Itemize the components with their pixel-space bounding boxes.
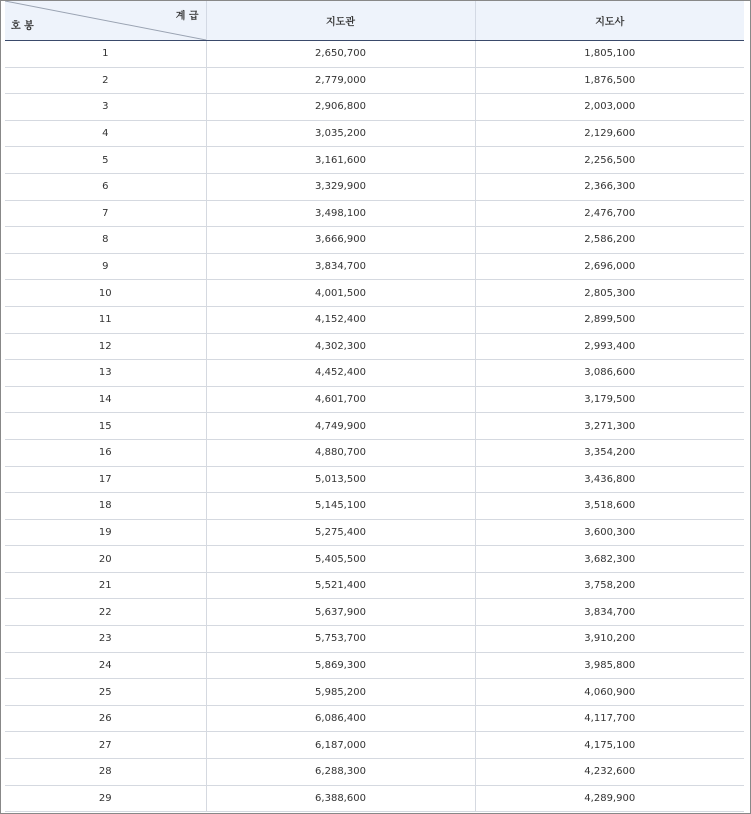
- jidogwan-salary-cell: 3,498,100: [206, 200, 475, 227]
- jidogwan-salary-cell: 4,749,900: [206, 413, 475, 440]
- jidogwan-salary-cell: 3,161,600: [206, 147, 475, 174]
- jidogwan-salary-cell: 4,001,500: [206, 280, 475, 307]
- jidosa-salary-cell: 2,899,500: [475, 306, 744, 333]
- step-cell: 16: [5, 439, 206, 466]
- table-row: [5, 41, 744, 68]
- table-row: [5, 200, 744, 227]
- table-row: [5, 652, 744, 679]
- step-cell: 1: [5, 41, 206, 68]
- diagonal-header-cell: [5, 1, 206, 41]
- jidosa-salary-cell: 2,129,600: [475, 120, 744, 147]
- jidogwan-salary-cell: 6,086,400: [206, 705, 475, 732]
- table-row: [5, 466, 744, 493]
- column-header-jidogwan: 지도관: [206, 1, 475, 41]
- jidogwan-salary-cell: 5,521,400: [206, 572, 475, 599]
- table-row: [5, 173, 744, 200]
- table-row: [5, 439, 744, 466]
- jidogwan-salary-cell: 4,152,400: [206, 306, 475, 333]
- jidogwan-salary-cell: 5,637,900: [206, 599, 475, 626]
- table-row: [5, 519, 744, 546]
- column-header-jidosa: 지도사: [475, 1, 744, 41]
- jidogwan-salary-cell: 5,869,300: [206, 652, 475, 679]
- step-cell: 6: [5, 173, 206, 200]
- table-header: [5, 1, 744, 41]
- jidosa-salary-cell: 3,834,700: [475, 599, 744, 626]
- jidosa-salary-cell: 2,586,200: [475, 227, 744, 254]
- step-cell: 24: [5, 652, 206, 679]
- step-cell: 12: [5, 333, 206, 360]
- jidosa-salary-cell: 4,232,600: [475, 759, 744, 786]
- jidosa-salary-cell: 1,876,500: [475, 67, 744, 94]
- jidogwan-salary-cell: 4,302,300: [206, 333, 475, 360]
- step-cell: 13: [5, 360, 206, 387]
- jidogwan-salary-cell: 4,880,700: [206, 439, 475, 466]
- jidogwan-salary-cell: 3,666,900: [206, 227, 475, 254]
- rank-label: 계 급: [175, 11, 199, 22]
- table-row: [5, 306, 744, 333]
- table-row: [5, 147, 744, 174]
- table-row: [5, 120, 744, 147]
- jidosa-salary-cell: 2,696,000: [475, 253, 744, 280]
- table-row: [5, 94, 744, 121]
- jidosa-salary-cell: 2,993,400: [475, 333, 744, 360]
- jidosa-salary-cell: 4,289,900: [475, 785, 744, 812]
- jidosa-salary-cell: 2,805,300: [475, 280, 744, 307]
- jidosa-salary-cell: 4,175,100: [475, 732, 744, 759]
- table-body: [5, 41, 744, 812]
- jidogwan-salary-cell: 6,288,300: [206, 759, 475, 786]
- step-cell: 11: [5, 306, 206, 333]
- table-row: [5, 705, 744, 732]
- step-cell: 28: [5, 759, 206, 786]
- diagonal-header-box: [5, 1, 206, 40]
- jidosa-salary-cell: 3,179,500: [475, 386, 744, 413]
- jidogwan-salary-cell: 3,329,900: [206, 173, 475, 200]
- table-row: [5, 253, 744, 280]
- jidogwan-salary-cell: 3,035,200: [206, 120, 475, 147]
- step-label: 호 봉: [11, 21, 34, 32]
- table-row: [5, 546, 744, 573]
- step-cell: 10: [5, 280, 206, 307]
- step-cell: 9: [5, 253, 206, 280]
- jidosa-salary-cell: 2,476,700: [475, 200, 744, 227]
- jidosa-salary-cell: 3,436,800: [475, 466, 744, 493]
- salary-step-table: [5, 1, 744, 812]
- table-row: [5, 599, 744, 626]
- jidosa-salary-cell: 2,366,300: [475, 173, 744, 200]
- step-cell: 4: [5, 120, 206, 147]
- table-row: [5, 679, 744, 706]
- table-row: [5, 360, 744, 387]
- step-cell: 18: [5, 493, 206, 520]
- jidogwan-salary-cell: 2,779,000: [206, 67, 475, 94]
- jidogwan-salary-cell: 3,834,700: [206, 253, 475, 280]
- table-row: [5, 626, 744, 653]
- step-cell: 27: [5, 732, 206, 759]
- table-row: [5, 413, 744, 440]
- jidogwan-salary-cell: 6,187,000: [206, 732, 475, 759]
- step-cell: 29: [5, 785, 206, 812]
- jidogwan-salary-cell: 2,906,800: [206, 94, 475, 121]
- step-cell: 14: [5, 386, 206, 413]
- jidosa-salary-cell: 3,086,600: [475, 360, 744, 387]
- table-row: [5, 386, 744, 413]
- jidosa-salary-cell: 3,985,800: [475, 652, 744, 679]
- step-cell: 21: [5, 572, 206, 599]
- jidosa-salary-cell: 3,600,300: [475, 519, 744, 546]
- jidogwan-salary-cell: 5,145,100: [206, 493, 475, 520]
- jidosa-salary-cell: 4,060,900: [475, 679, 744, 706]
- table-row: [5, 493, 744, 520]
- step-cell: 22: [5, 599, 206, 626]
- table-row: [5, 333, 744, 360]
- jidosa-salary-cell: 3,910,200: [475, 626, 744, 653]
- jidosa-salary-cell: 2,256,500: [475, 147, 744, 174]
- table-row: [5, 759, 744, 786]
- step-cell: 17: [5, 466, 206, 493]
- jidosa-salary-cell: 3,354,200: [475, 439, 744, 466]
- jidosa-salary-cell: 3,271,300: [475, 413, 744, 440]
- step-cell: 15: [5, 413, 206, 440]
- jidosa-salary-cell: 2,003,000: [475, 94, 744, 121]
- step-cell: 23: [5, 626, 206, 653]
- step-cell: 20: [5, 546, 206, 573]
- table-row: [5, 785, 744, 812]
- step-cell: 2: [5, 67, 206, 94]
- table-row: [5, 732, 744, 759]
- jidosa-salary-cell: 3,682,300: [475, 546, 744, 573]
- jidosa-salary-cell: 1,805,100: [475, 41, 744, 68]
- table-row: [5, 572, 744, 599]
- jidogwan-salary-cell: 5,985,200: [206, 679, 475, 706]
- jidosa-salary-cell: 3,518,600: [475, 493, 744, 520]
- step-cell: 26: [5, 705, 206, 732]
- step-cell: 5: [5, 147, 206, 174]
- jidogwan-salary-cell: 2,650,700: [206, 41, 475, 68]
- jidosa-salary-cell: 4,117,700: [475, 705, 744, 732]
- jidogwan-salary-cell: 6,388,600: [206, 785, 475, 812]
- table-row: [5, 67, 744, 94]
- step-cell: 25: [5, 679, 206, 706]
- jidosa-salary-cell: 3,758,200: [475, 572, 744, 599]
- step-cell: 7: [5, 200, 206, 227]
- jidogwan-salary-cell: 4,452,400: [206, 360, 475, 387]
- step-cell: 3: [5, 94, 206, 121]
- step-cell: 8: [5, 227, 206, 254]
- step-cell: 19: [5, 519, 206, 546]
- jidogwan-salary-cell: 5,753,700: [206, 626, 475, 653]
- jidogwan-salary-cell: 5,013,500: [206, 466, 475, 493]
- jidogwan-salary-cell: 5,405,500: [206, 546, 475, 573]
- jidogwan-salary-cell: 5,275,400: [206, 519, 475, 546]
- header-row: [5, 1, 744, 41]
- jidogwan-salary-cell: 4,601,700: [206, 386, 475, 413]
- table-row: [5, 227, 744, 254]
- table-row: [5, 280, 744, 307]
